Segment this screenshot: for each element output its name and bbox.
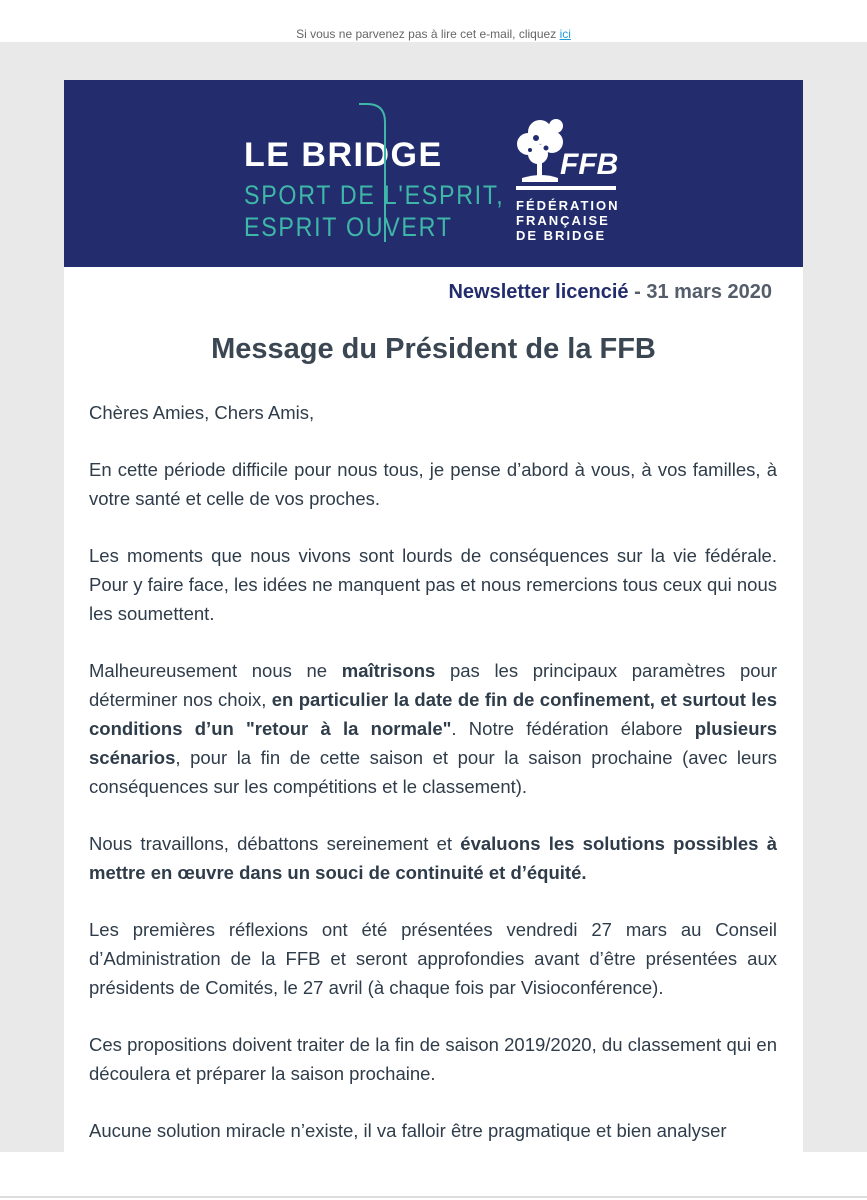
federation-line3: DE BRIDGE	[516, 228, 607, 243]
message-body	[89, 398, 777, 1152]
ffb-tree-logo-icon	[512, 112, 622, 194]
paragraph-2: Les moments que nous vivons sont lourds de conséquences sur la vie fédérale. Pour y faire face, les idées ne manquent pas et nous remercions tous ceux qui nous les soumettent.	[89, 545, 777, 624]
paragraph-3: Malheureusement nous ne maîtrisons pas les principaux paramètres pour déterminer nos choix, en particulier la date de fin de confinement, et surtout les conditions d’un "retour à la normale". Notre fédération élabore plusieurs scénarios, pour la fin de cette saison et pour la saison prochaine (avec leurs conséquences sur les compétitions et le classement).	[89, 660, 777, 797]
newsletter-date: 31 mars 2020	[646, 281, 772, 303]
ffb-logo-text: FFB	[560, 148, 619, 181]
federation-name	[516, 198, 620, 243]
federation-line1: FÉDÉRATION	[516, 198, 620, 213]
newsletter-label: Newsletter licencié	[448, 281, 629, 303]
header-banner	[64, 80, 803, 267]
paragraph-1: En cette période difficile pour nous tous, je pense d’abord à vous, à vos familles, à votre santé et celle de vos proches.	[89, 459, 777, 509]
banner-curve-divider	[359, 102, 399, 246]
paragraph-6: Ces propositions doivent traiter de la fin de saison 2019/2020, du classement qui en découlera et préparer la saison prochaine.	[89, 1034, 777, 1084]
paragraph-5: Les premières réflexions ont été présentées vendredi 27 mars au Conseil d’Administration de la FFB et seront approfondies avant d’être présentées aux présidents de Comités, le 27 avril (à chaque fois par Visioconférence).	[89, 919, 777, 998]
page-title: Message du Président de la FFB	[211, 333, 656, 365]
newsletter-line	[448, 280, 772, 304]
federation-line2: FRANÇAISE	[516, 213, 610, 228]
greeting: Chères Amies, Chers Amis,	[89, 402, 315, 423]
banner-title: LE BRIDGE	[244, 136, 443, 174]
email-preheader	[0, 0, 867, 42]
email-card	[64, 80, 803, 1152]
view-in-browser-link[interactable]: ici	[559, 27, 571, 41]
bottom-divider	[0, 1196, 867, 1198]
preheader-text: Si vous ne parvenez pas à lire cet e-mail, cliquez	[296, 27, 557, 41]
banner-subtitle-line2: ESPRIT OUVERT	[244, 212, 453, 242]
banner-subtitle-line1: SPORT DE L'ESPRIT,	[244, 180, 505, 210]
paragraph-7: Aucune solution miracle n’existe, il va falloir être pragmatique et bien analyser	[89, 1120, 727, 1141]
paragraph-4: Nous travaillons, débattons sereinement et évaluons les solutions possibles à mettre en œuvre dans un souci de continuité et d’équité.	[89, 833, 777, 883]
newsletter-separator: -	[628, 281, 647, 303]
